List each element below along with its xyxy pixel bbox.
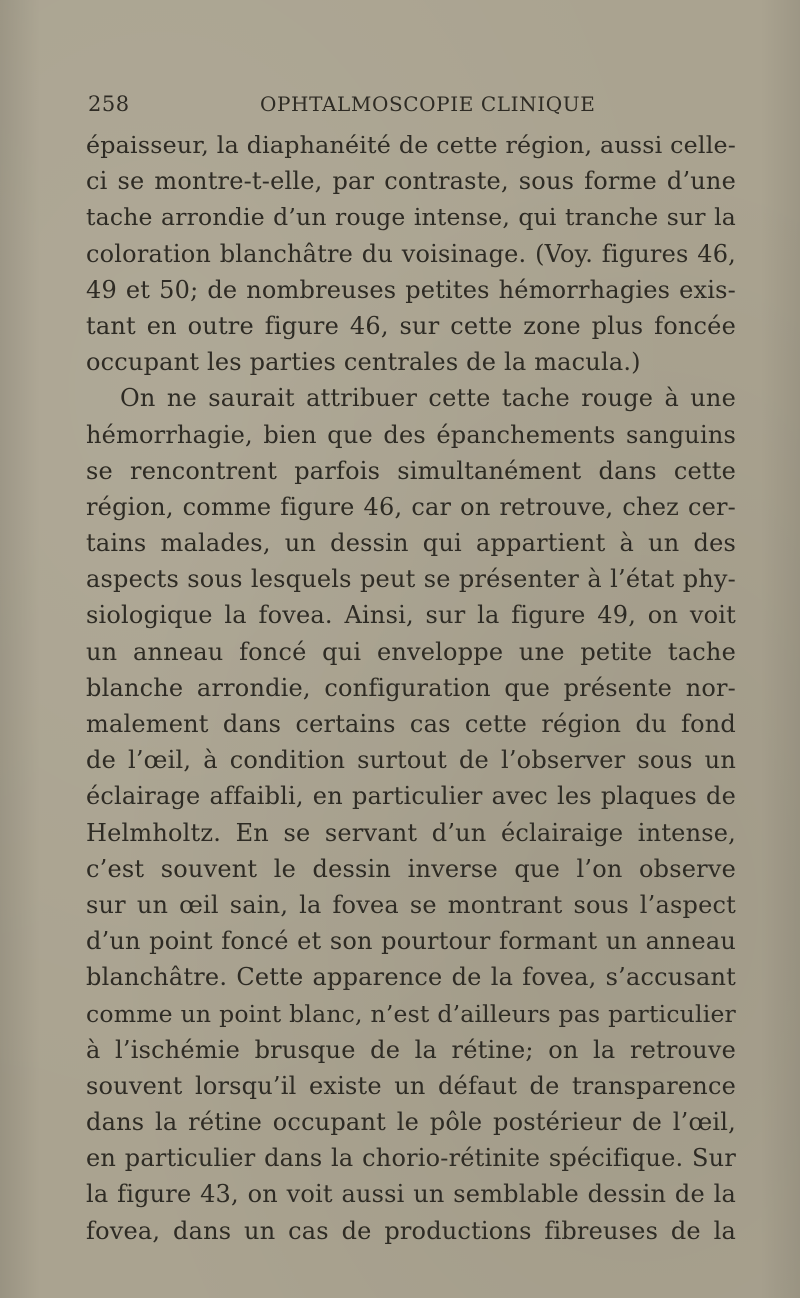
- text-line: épaisseur, la diaphanéité de cette région, aussi celle-: [86, 131, 736, 159]
- text-line: Helmholtz. En se servant d’un éclairaige intense,: [86, 818, 736, 847]
- text-line: tant en outre figure 46, sur cette zone plus foncée: [86, 311, 736, 340]
- text-line: région, comme figure 46, car on retrouve, chez cer-: [86, 492, 736, 521]
- page-number: 258: [88, 92, 130, 116]
- text-line: souvent lorsqu’il existe un défaut de transparence: [86, 1071, 736, 1100]
- text-line: d’un point foncé et son pourtour formant un anneau: [86, 927, 736, 956]
- text-line: comme un point blanc, n’est d’ailleurs pas particulier: [86, 999, 736, 1028]
- text-line: malement dans certains cas cette région du fond: [86, 710, 736, 738]
- text-line: blanchâtre. Cette apparence de la fovea, s’accusant: [86, 963, 736, 992]
- text-line: la figure 43, on voit aussi un semblable dessin de la: [86, 1180, 736, 1209]
- text-line: en particulier dans la chorio-rétinite spécifique. Sur: [86, 1144, 736, 1173]
- running-head: [88, 92, 736, 122]
- text-line: éclairage affaibli, en particulier avec les plaques de: [86, 782, 736, 811]
- text-line: un anneau foncé qui enveloppe une petite tache: [86, 637, 736, 666]
- text-line: occupant les parties centrales de la macula.): [86, 348, 641, 377]
- running-title: OPHTALMOSCOPIE CLINIQUE: [260, 92, 596, 116]
- text-line: à l’ischémie brusque de la rétine; on la retrouve: [86, 1035, 736, 1064]
- text-line: dans la rétine occupant le pôle postérieur de l’œil,: [86, 1108, 736, 1137]
- text-line: c’est souvent le dessin inverse que l’on observe: [86, 854, 736, 883]
- text-line: tache arrondie d’un rouge intense, qui tranche sur la: [86, 203, 736, 232]
- text-line: fovea, dans un cas de productions fibreuses de la: [86, 1216, 736, 1245]
- text-line: tains malades, un dessin qui appartient à un des: [86, 529, 736, 558]
- text-line: sur un œil sain, la fovea se montrant sous l’aspect: [86, 890, 736, 919]
- text-line: ci se montre-t-elle, par contraste, sous forme d’une: [86, 167, 736, 196]
- body-text: [86, 127, 736, 1249]
- text-line: de l’œil, à condition surtout de l’observer sous un: [86, 746, 736, 775]
- text-line: 49 et 50; de nombreuses petites hémorrhagies exis-: [86, 275, 736, 304]
- text-line: siologique la fovea. Ainsi, sur la figure 49, on voit: [86, 601, 736, 630]
- text-line: coloration blanchâtre du voisinage. (Voy. figures 46,: [86, 239, 736, 268]
- text-line: hémorrhagie, bien que des épanchements sanguins: [86, 420, 736, 449]
- text-line: aspects sous lesquels peut se présenter à l’état phy-: [86, 565, 736, 594]
- text-line: On ne saurait attribuer cette tache rouge à une: [120, 384, 736, 413]
- text-line: blanche arrondie, configuration que présente nor-: [86, 673, 736, 702]
- text-line: se rencontrent parfois simultanément dans cette: [86, 456, 736, 485]
